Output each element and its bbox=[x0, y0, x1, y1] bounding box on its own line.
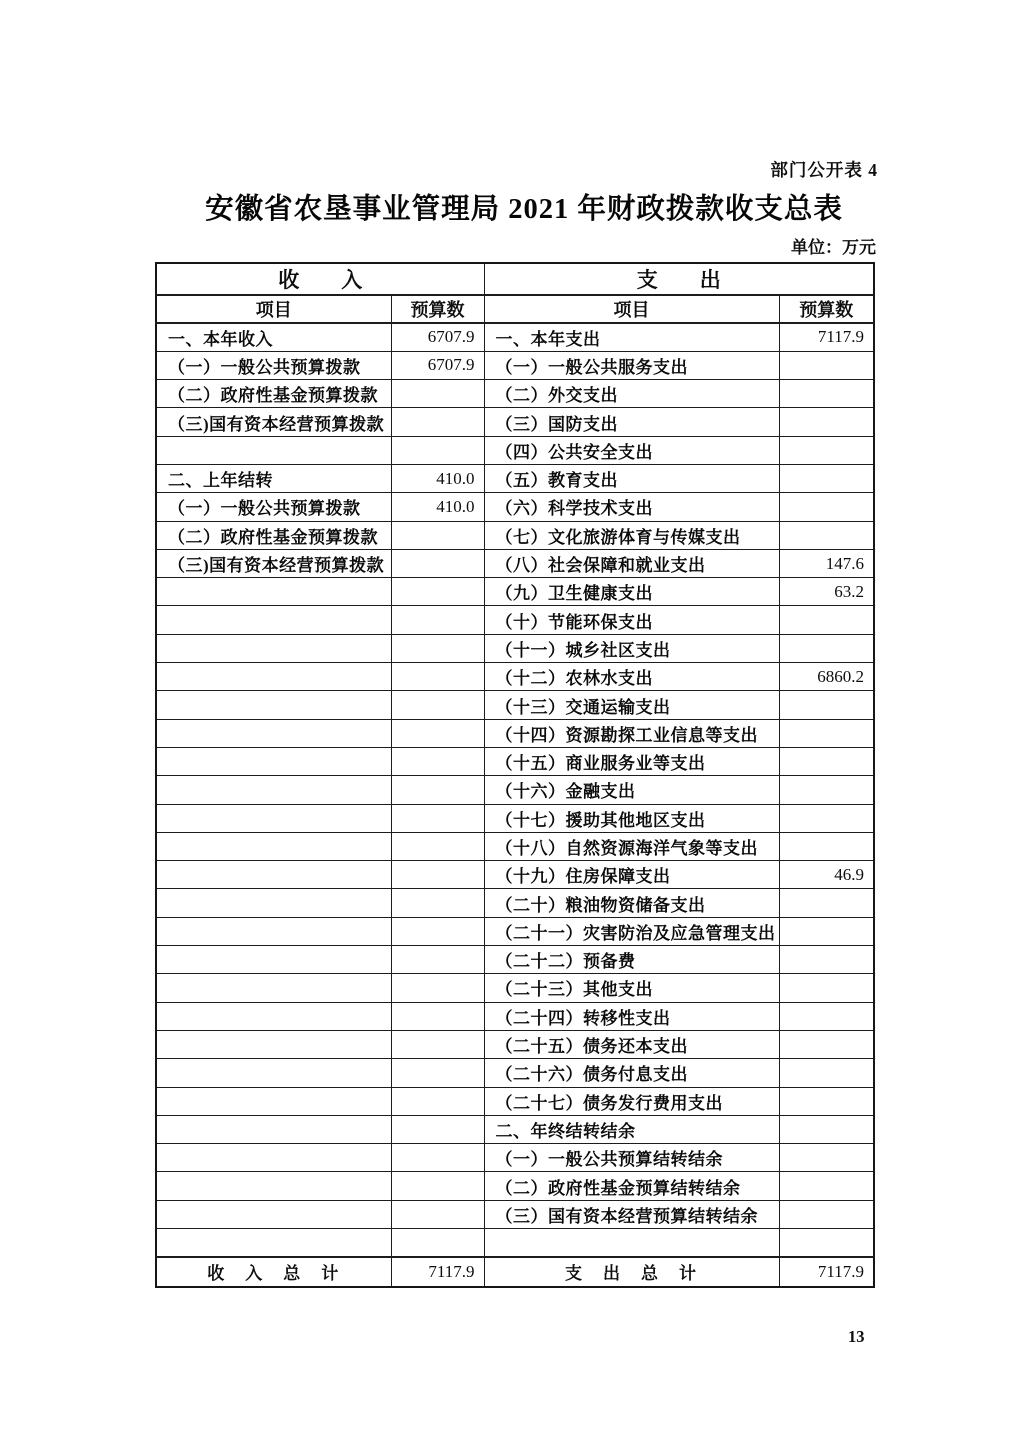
expenditure-budget-value bbox=[779, 804, 874, 832]
expenditure-item-label: （五）教育支出 bbox=[484, 464, 779, 492]
expenditure-item-column-header: 项目 bbox=[484, 295, 779, 323]
income-item-label: （三)国有资本经营预算拨款 bbox=[156, 549, 391, 577]
income-item-label bbox=[156, 719, 391, 747]
income-budget-value bbox=[391, 549, 484, 577]
table-row bbox=[156, 719, 874, 747]
expenditure-item-label: （十六）金融支出 bbox=[484, 776, 779, 804]
table-row bbox=[156, 804, 874, 832]
income-budget-value bbox=[391, 974, 484, 1002]
expenditure-budget-value bbox=[779, 1087, 874, 1115]
unit-label: 单位：万元 bbox=[791, 238, 876, 257]
expenditure-item-label: （一）一般公共服务支出 bbox=[484, 351, 779, 379]
expenditure-item-label: （七）文化旅游体育与传媒支出 bbox=[484, 521, 779, 549]
expenditure-item-label: （二十六）债务付息支出 bbox=[484, 1059, 779, 1087]
expenditure-budget-value bbox=[779, 464, 874, 492]
expenditure-item-label: （十二）农林水支出 bbox=[484, 663, 779, 691]
page-number: 13 bbox=[848, 1327, 865, 1346]
table-row bbox=[156, 606, 874, 634]
income-item-label bbox=[156, 917, 391, 945]
expenditure-budget-column-header: 预算数 bbox=[779, 295, 874, 323]
expenditure-item-label: （二十七）债务发行费用支出 bbox=[484, 1087, 779, 1115]
expenditure-total-label: 支 出 总 计 bbox=[484, 1257, 779, 1287]
income-item-label bbox=[156, 974, 391, 1002]
income-budget-value: 410.0 bbox=[391, 493, 484, 521]
income-budget-value bbox=[391, 578, 484, 606]
expenditure-item-label: （二十五）债务还本支出 bbox=[484, 1030, 779, 1058]
expenditure-item-label: （二十）粮油物资储备支出 bbox=[484, 889, 779, 917]
income-budget-value bbox=[391, 917, 484, 945]
expenditure-budget-value: 6860.2 bbox=[779, 663, 874, 691]
income-item-label bbox=[156, 1002, 391, 1030]
expenditure-item-label: （十八）自然资源海洋气象等支出 bbox=[484, 832, 779, 860]
income-item-label bbox=[156, 606, 391, 634]
income-item-label: 一、本年收入 bbox=[156, 323, 391, 351]
table-row bbox=[156, 1087, 874, 1115]
income-item-label bbox=[156, 1059, 391, 1087]
expenditure-total-value: 7117.9 bbox=[779, 1257, 874, 1287]
income-item-label: （二）政府性基金预算拨款 bbox=[156, 380, 391, 408]
income-total-value: 7117.9 bbox=[391, 1257, 484, 1287]
column-header-row bbox=[156, 295, 874, 323]
expenditure-budget-value: 63.2 bbox=[779, 578, 874, 606]
table-row bbox=[156, 1144, 874, 1172]
expenditure-item-label: （一）一般公共预算结转结余 bbox=[484, 1144, 779, 1172]
income-budget-value bbox=[391, 1059, 484, 1087]
income-budget-value bbox=[391, 691, 484, 719]
expenditure-budget-value bbox=[779, 946, 874, 974]
table-row bbox=[156, 1059, 874, 1087]
expenditure-budget-value bbox=[779, 1229, 874, 1257]
expenditure-item-label: （十三）交通运输支出 bbox=[484, 691, 779, 719]
expenditure-budget-value bbox=[779, 634, 874, 662]
table-row bbox=[156, 521, 874, 549]
income-budget-value bbox=[391, 1030, 484, 1058]
income-budget-value bbox=[391, 1200, 484, 1228]
table-row bbox=[156, 691, 874, 719]
expenditure-budget-value bbox=[779, 917, 874, 945]
table-row bbox=[156, 1115, 874, 1143]
income-item-label bbox=[156, 691, 391, 719]
income-budget-value bbox=[391, 804, 484, 832]
expenditure-budget-value bbox=[779, 408, 874, 436]
table-row bbox=[156, 917, 874, 945]
table-head bbox=[156, 263, 874, 323]
expenditure-item-label: （六）科学技术支出 bbox=[484, 493, 779, 521]
expenditure-item-label: （十五）商业服务业等支出 bbox=[484, 747, 779, 775]
income-item-label: （二）政府性基金预算拨款 bbox=[156, 521, 391, 549]
income-item-label bbox=[156, 1030, 391, 1058]
table-row bbox=[156, 380, 874, 408]
income-budget-value bbox=[391, 521, 484, 549]
expenditure-budget-value bbox=[779, 380, 874, 408]
table-row bbox=[156, 776, 874, 804]
expenditure-budget-value bbox=[779, 521, 874, 549]
income-budget-value bbox=[391, 1144, 484, 1172]
expenditure-item-label: 一、本年支出 bbox=[484, 323, 779, 351]
expenditure-item-label: （十）节能环保支出 bbox=[484, 606, 779, 634]
income-item-label bbox=[156, 776, 391, 804]
table-row bbox=[156, 889, 874, 917]
income-item-label bbox=[156, 1172, 391, 1200]
table-row bbox=[156, 464, 874, 492]
table-body bbox=[156, 323, 874, 1287]
expenditure-section-header: 支 出 bbox=[484, 263, 874, 295]
income-budget-value bbox=[391, 1229, 484, 1257]
expenditure-budget-value bbox=[779, 1144, 874, 1172]
table-row bbox=[156, 323, 874, 351]
income-budget-value bbox=[391, 861, 484, 889]
income-item-column-header: 项目 bbox=[156, 295, 391, 323]
expenditure-item-label: （十一）城乡社区支出 bbox=[484, 634, 779, 662]
income-budget-value bbox=[391, 606, 484, 634]
income-budget-value bbox=[391, 747, 484, 775]
expenditure-item-label: （十四）资源勘探工业信息等支出 bbox=[484, 719, 779, 747]
expenditure-budget-value bbox=[779, 1200, 874, 1228]
income-item-label: 二、上年结转 bbox=[156, 464, 391, 492]
expenditure-budget-value bbox=[779, 1115, 874, 1143]
expenditure-budget-value bbox=[779, 436, 874, 464]
expenditure-budget-value bbox=[779, 691, 874, 719]
income-item-label bbox=[156, 747, 391, 775]
income-budget-value bbox=[391, 719, 484, 747]
table-row bbox=[156, 549, 874, 577]
income-budget-value bbox=[391, 889, 484, 917]
table-row bbox=[156, 408, 874, 436]
income-item-label bbox=[156, 946, 391, 974]
income-item-label bbox=[156, 578, 391, 606]
income-item-label bbox=[156, 1200, 391, 1228]
section-header-row bbox=[156, 263, 874, 295]
income-item-label bbox=[156, 1229, 391, 1257]
income-budget-value bbox=[391, 436, 484, 464]
expenditure-budget-value: 7117.9 bbox=[779, 323, 874, 351]
expenditure-item-label: （八）社会保障和就业支出 bbox=[484, 549, 779, 577]
page-title: 安徽省农垦事业管理局 2021 年财政拨款收支总表 bbox=[205, 194, 843, 225]
income-item-label bbox=[156, 889, 391, 917]
table-row bbox=[156, 1030, 874, 1058]
department-table-label: 部门公开表 4 bbox=[770, 160, 878, 180]
expenditure-budget-value bbox=[779, 889, 874, 917]
income-budget-value: 6707.9 bbox=[391, 323, 484, 351]
expenditure-item-label: （十九）住房保障支出 bbox=[484, 861, 779, 889]
expenditure-item-label: 二、年终结转结余 bbox=[484, 1115, 779, 1143]
table-row bbox=[156, 861, 874, 889]
expenditure-item-label: （二十三）其他支出 bbox=[484, 974, 779, 1002]
total-row bbox=[156, 1257, 874, 1287]
expenditure-item-label: （四）公共安全支出 bbox=[484, 436, 779, 464]
expenditure-budget-value bbox=[779, 719, 874, 747]
income-item-label bbox=[156, 861, 391, 889]
income-item-label bbox=[156, 1144, 391, 1172]
expenditure-item-label: （十七）援助其他地区支出 bbox=[484, 804, 779, 832]
table-row bbox=[156, 1200, 874, 1228]
budget-summary-table bbox=[155, 262, 875, 1288]
expenditure-item-label: （二十一）灾害防治及应急管理支出 bbox=[484, 917, 779, 945]
expenditure-budget-value bbox=[779, 1172, 874, 1200]
expenditure-budget-value bbox=[779, 606, 874, 634]
table-row bbox=[156, 946, 874, 974]
table-row bbox=[156, 436, 874, 464]
income-budget-column-header: 预算数 bbox=[391, 295, 484, 323]
income-budget-value bbox=[391, 1172, 484, 1200]
expenditure-budget-value: 147.6 bbox=[779, 549, 874, 577]
income-total-label: 收 入 总 计 bbox=[156, 1257, 391, 1287]
table-row bbox=[156, 351, 874, 379]
income-budget-value bbox=[391, 1002, 484, 1030]
income-item-label bbox=[156, 804, 391, 832]
table-row bbox=[156, 1229, 874, 1257]
income-budget-value bbox=[391, 408, 484, 436]
income-item-label: （三)国有资本经营预算拨款 bbox=[156, 408, 391, 436]
income-budget-value bbox=[391, 634, 484, 662]
income-item-label bbox=[156, 1087, 391, 1115]
income-budget-value bbox=[391, 832, 484, 860]
expenditure-budget-value bbox=[779, 351, 874, 379]
table-row bbox=[156, 663, 874, 691]
income-item-label: （一）一般公共预算拨款 bbox=[156, 351, 391, 379]
expenditure-item-label: （二十四）转移性支出 bbox=[484, 1002, 779, 1030]
expenditure-budget-value bbox=[779, 493, 874, 521]
expenditure-budget-value bbox=[779, 1002, 874, 1030]
expenditure-budget-value: 46.9 bbox=[779, 861, 874, 889]
income-budget-value bbox=[391, 1115, 484, 1143]
income-item-label bbox=[156, 663, 391, 691]
table-row bbox=[156, 832, 874, 860]
income-item-label: （一）一般公共预算拨款 bbox=[156, 493, 391, 521]
income-budget-value bbox=[391, 946, 484, 974]
expenditure-item-label: （三）国有资本经营预算结转结余 bbox=[484, 1200, 779, 1228]
income-budget-value: 6707.9 bbox=[391, 351, 484, 379]
income-budget-value bbox=[391, 776, 484, 804]
income-item-label bbox=[156, 436, 391, 464]
table-row bbox=[156, 1002, 874, 1030]
expenditure-item-label: （二十二）预备费 bbox=[484, 946, 779, 974]
expenditure-budget-value bbox=[779, 974, 874, 1002]
expenditure-item-label: （九）卫生健康支出 bbox=[484, 578, 779, 606]
income-item-label bbox=[156, 832, 391, 860]
income-item-label bbox=[156, 1115, 391, 1143]
expenditure-budget-value bbox=[779, 747, 874, 775]
expenditure-budget-value bbox=[779, 1059, 874, 1087]
table-row bbox=[156, 634, 874, 662]
table-row bbox=[156, 974, 874, 1002]
expenditure-budget-value bbox=[779, 1030, 874, 1058]
income-budget-value bbox=[391, 380, 484, 408]
table-row bbox=[156, 493, 874, 521]
table-row bbox=[156, 747, 874, 775]
income-budget-value bbox=[391, 1087, 484, 1115]
income-budget-value: 410.0 bbox=[391, 464, 484, 492]
expenditure-budget-value bbox=[779, 776, 874, 804]
income-section-header: 收 入 bbox=[156, 263, 484, 295]
expenditure-budget-value bbox=[779, 832, 874, 860]
table-row bbox=[156, 1172, 874, 1200]
table-row bbox=[156, 578, 874, 606]
expenditure-item-label: （二）外交支出 bbox=[484, 380, 779, 408]
income-budget-value bbox=[391, 663, 484, 691]
expenditure-item-label: （二）政府性基金预算结转结余 bbox=[484, 1172, 779, 1200]
expenditure-item-label bbox=[484, 1229, 779, 1257]
income-item-label bbox=[156, 634, 391, 662]
expenditure-item-label: （三）国防支出 bbox=[484, 408, 779, 436]
